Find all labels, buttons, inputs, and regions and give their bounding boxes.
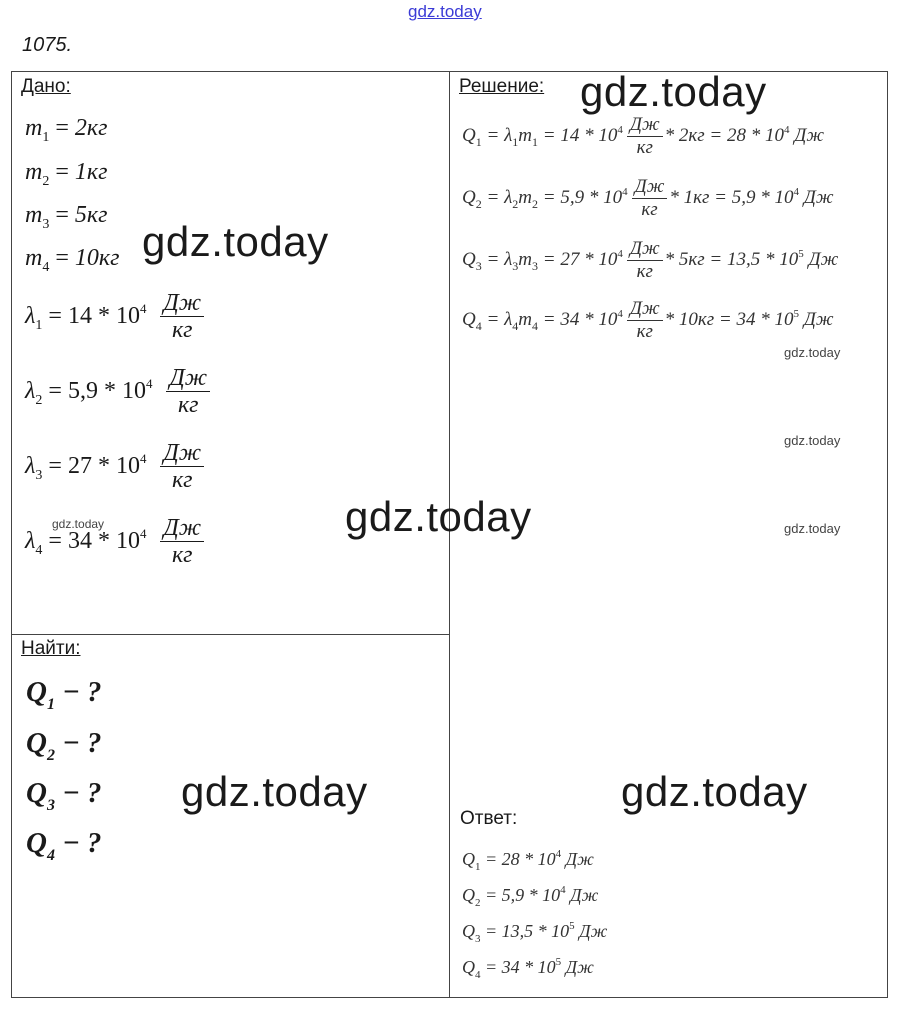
watermark-center: gdz.today (345, 493, 532, 540)
table-right-border (887, 71, 888, 998)
watermark-small-1: gdz.today (784, 345, 841, 360)
given-mass-3: $m_3 = 5кг$ (25, 202, 108, 232)
given-lambda-2: $\lambda_2 = 5,9 * 10^4$ $\frac{Дж}{кг}$ (25, 365, 210, 420)
site-link[interactable]: gdz.today (408, 2, 482, 21)
solution-row-1: $Q_1 = \lambda_1m_1 = 14 * 10^4$ $\frac{Дж}{кг}$ * $2кг = 28 * 10^4$ Дж (462, 114, 825, 158)
find-item-1: $Q_1$ − ? (26, 676, 102, 713)
given-mass-1: $m_1 = 2кг$ (25, 115, 108, 145)
given-mass-4: $m_4 = 10кг$ (25, 245, 120, 275)
watermark-solution-top: gdz.today (580, 68, 767, 115)
given-find-divider (11, 634, 450, 635)
watermark-answer: gdz.today (621, 768, 808, 815)
find-item-4: $Q_4$ − ? (26, 827, 102, 864)
watermark-find: gdz.today (181, 768, 368, 815)
watermark-given: gdz.today (142, 218, 329, 265)
table-left-border (11, 71, 12, 998)
answer-row-4: $Q_4 = 34 * 10^5$ Дж (462, 956, 594, 981)
answer-row-1: $Q_1 = 28 * 10^4$ Дж (462, 848, 594, 873)
given-lambda-3: $\lambda_3 = 27 * 10^4$ $\frac{Дж}{кг}$ (25, 440, 204, 495)
solution-heading: Решение: (459, 76, 545, 97)
answer-heading: Ответ: (460, 808, 518, 829)
solution-row-4: $Q_4 = \lambda_4m_4 = 34 * 10^4$ $\frac{Дж}{кг}$ * $10кг = 34 * 10^5$ Дж (462, 298, 834, 342)
given-lambda-4: $\lambda_4 = 34 * 10^4$ $\frac{Дж}{кг}$ (25, 515, 204, 570)
find-item-2: $Q_2$ − ? (26, 727, 102, 764)
answer-row-3: $Q_3 = 13,5 * 10^5$ Дж (462, 920, 608, 945)
given-mass-2: $m_2 = 1кг$ (25, 159, 108, 189)
solution-row-3: $Q_3 = \lambda_3m_3 = 27 * 10^4$ $\frac{Дж}{кг}$ * $5кг = 13,5 * 10^5$ Дж (462, 238, 839, 282)
watermark-small-4: gdz.today (52, 517, 105, 531)
given-heading: Дано: (21, 76, 71, 97)
given-lambda-1: $\lambda_1 = 14 * 10^4$ $\frac{Дж}{кг}$ (25, 290, 204, 345)
problem-number: 1075. (22, 34, 73, 56)
watermark-small-3: gdz.today (784, 521, 841, 536)
watermark-small-2: gdz.today (784, 433, 841, 448)
find-heading: Найти: (21, 638, 81, 659)
answer-row-2: $Q_2 = 5,9 * 10^4$ Дж (462, 884, 599, 909)
solution-row-2: $Q_2 = \lambda_2m_2 = 5,9 * 10^4$ $\frac{Дж}{кг}$ * $1кг = 5,9 * 10^4$ Дж (462, 176, 834, 220)
find-item-3: $Q_3$ − ? (26, 777, 102, 814)
